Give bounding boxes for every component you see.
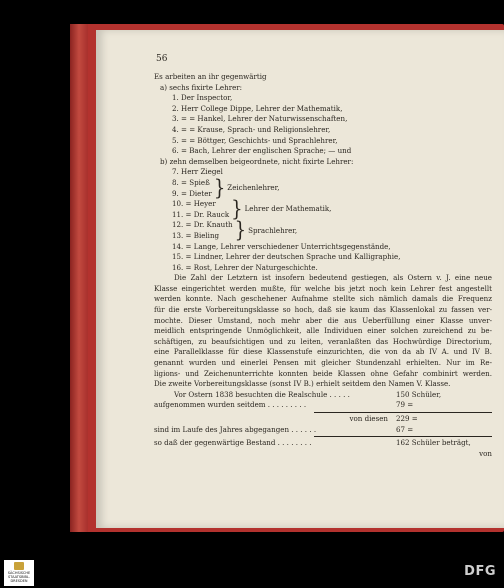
list-item: 10. = Heyer <box>172 199 216 209</box>
list-item: 9. = Dieter <box>172 188 212 198</box>
stat-row <box>154 438 492 449</box>
paragraph-line: mochte. Dieser Umstand, noch mehr aber die aus Ueberfüllung einer Klasse unver- <box>154 315 492 325</box>
library-logo-text: SÄCHSISCHE STAATSBIBL. DRESDEN <box>7 571 31 583</box>
text-line: b) zehn demselben beigeordnete, nicht fixirte Lehrer: <box>160 156 354 166</box>
stat-row <box>154 390 492 401</box>
stat-label: so daß der gegenwärtige Bestand . . . . . . . . <box>154 438 312 448</box>
paragraph-line: Die zweite Vorbereitungsklasse (sonst IV B.) erhielt seitdem den Namen V. Klasse. <box>154 379 451 389</box>
brace-label: Lehrer der Mathematik, <box>244 204 332 214</box>
list-item: 8. = Spieß <box>172 177 210 187</box>
paragraph-line: eine Parallelklasse für diese Klassenstufe einzurichten, die von da ab IV A. und IV B. <box>154 347 492 357</box>
brace-glyph: } <box>231 196 243 222</box>
book-spine-edge <box>70 24 88 532</box>
stat-label: sind im Laufe des Jahres abgegangen . . . . . . <box>154 424 317 434</box>
stat-value: 79 = <box>396 400 414 410</box>
page-text <box>154 72 492 459</box>
list-item: 7. Herr Ziegel <box>172 167 223 177</box>
list-item: 1. Der Inspector, <box>172 93 233 103</box>
list-item: 6. = Bach, Lehrer der englischen Sprache; — und <box>172 146 352 156</box>
sum-rule <box>314 412 492 413</box>
text-line: Es arbeiten an ihr gegenwärtig <box>154 72 267 81</box>
list-item: 12. = Dr. Knauth <box>172 220 233 230</box>
paragraph-line: genannt wurden und einerlei Pensen mit gleicher Stundenzahl erhielten. Nur im Re- <box>154 358 492 368</box>
stat-label: Vor Ostern 1838 besuchten die Realschule . . . . . <box>174 389 350 399</box>
stat-row <box>154 425 492 436</box>
list-item: 4. = = Krause, Sprach- und Religionslehrer, <box>172 124 331 134</box>
library-logo <box>4 560 34 586</box>
stat-row <box>154 414 492 425</box>
brace-glyph: } <box>213 175 226 201</box>
brace-label: Zeichenlehrer, <box>227 183 280 193</box>
stat-label: von diesen <box>349 414 388 423</box>
brace-group <box>154 175 492 201</box>
paragraph-line: für die erste Vorbereitungsklasse so hoch, daß sie kaum das Klassenlokal zu fassen ver- <box>154 305 492 315</box>
brace-group <box>154 196 492 222</box>
stat-value: 229 = <box>396 414 418 423</box>
list-item: 11. = Dr. Rauck <box>172 209 230 219</box>
dfg-logo: DFG <box>464 564 496 579</box>
paragraph-line: Klasse eingerichtet werden mußte, für welche bis jetzt noch kein Lehrer fest angestellt <box>154 283 492 293</box>
document-page <box>96 30 504 528</box>
list-item: 5. = = Böttger, Geschichts- und Sprachlehrer, <box>172 135 338 145</box>
library-emblem-icon <box>14 562 24 570</box>
stat-value: 162 Schüler beträgt, <box>396 438 471 448</box>
paragraph-line: werden konnte. Nach geschehener Aufnahme stellte sich nämlich damals die Frequenz <box>154 294 492 304</box>
catchword: von <box>479 448 492 458</box>
stat-row <box>154 400 492 411</box>
stat-label: aufgenommen wurden seitdem . . . . . . . . . <box>154 400 307 410</box>
list-item: 15. = Lindner, Lehrer der deutschen Sprache und Kalligraphie, <box>172 252 401 262</box>
page-number: 56 <box>156 54 168 64</box>
stat-value: 67 = <box>396 424 414 434</box>
brace-glyph: } <box>234 217 247 243</box>
brace-group <box>154 217 492 243</box>
paragraph-line: Die Zahl der Letztern ist insofern bedeutend gestiegen, als Ostern v. J. eine neue <box>174 273 492 283</box>
brace-label: Sprachlehrer, <box>248 225 298 235</box>
text-line: a) sechs fixirte Lehrer: <box>160 82 243 92</box>
paragraph-line: ligions- und Zeichenunterrichte konnten beide Klassen ohne Gefahr combinirt werden. <box>154 368 492 378</box>
list-item: 3. = = Hankel, Lehrer der Naturwissenschaften, <box>172 114 348 124</box>
sum-rule <box>314 436 492 437</box>
list-item: 13. = Bieling <box>172 230 220 240</box>
stat-value: 150 Schüler, <box>396 389 442 399</box>
list-item: 14. = Lange, Lehrer verschiedener Unterrichtsgegenstände, <box>172 241 391 251</box>
paragraph-line: schäftigen, zu beaufsichtigen und zu leiten, veranlaßten das Hochwürdige Directorium, <box>154 336 492 346</box>
paragraph-line: meidlich entspringende Unmöglichkeit, alle Individuen einer solchen zureichend zu be- <box>154 326 492 336</box>
list-item: 2. Herr College Dippe, Lehrer der Mathematik, <box>172 103 343 113</box>
list-item: 16. = Rost, Lehrer der Naturgeschichte. <box>172 262 318 272</box>
viewer-footer <box>0 556 504 588</box>
